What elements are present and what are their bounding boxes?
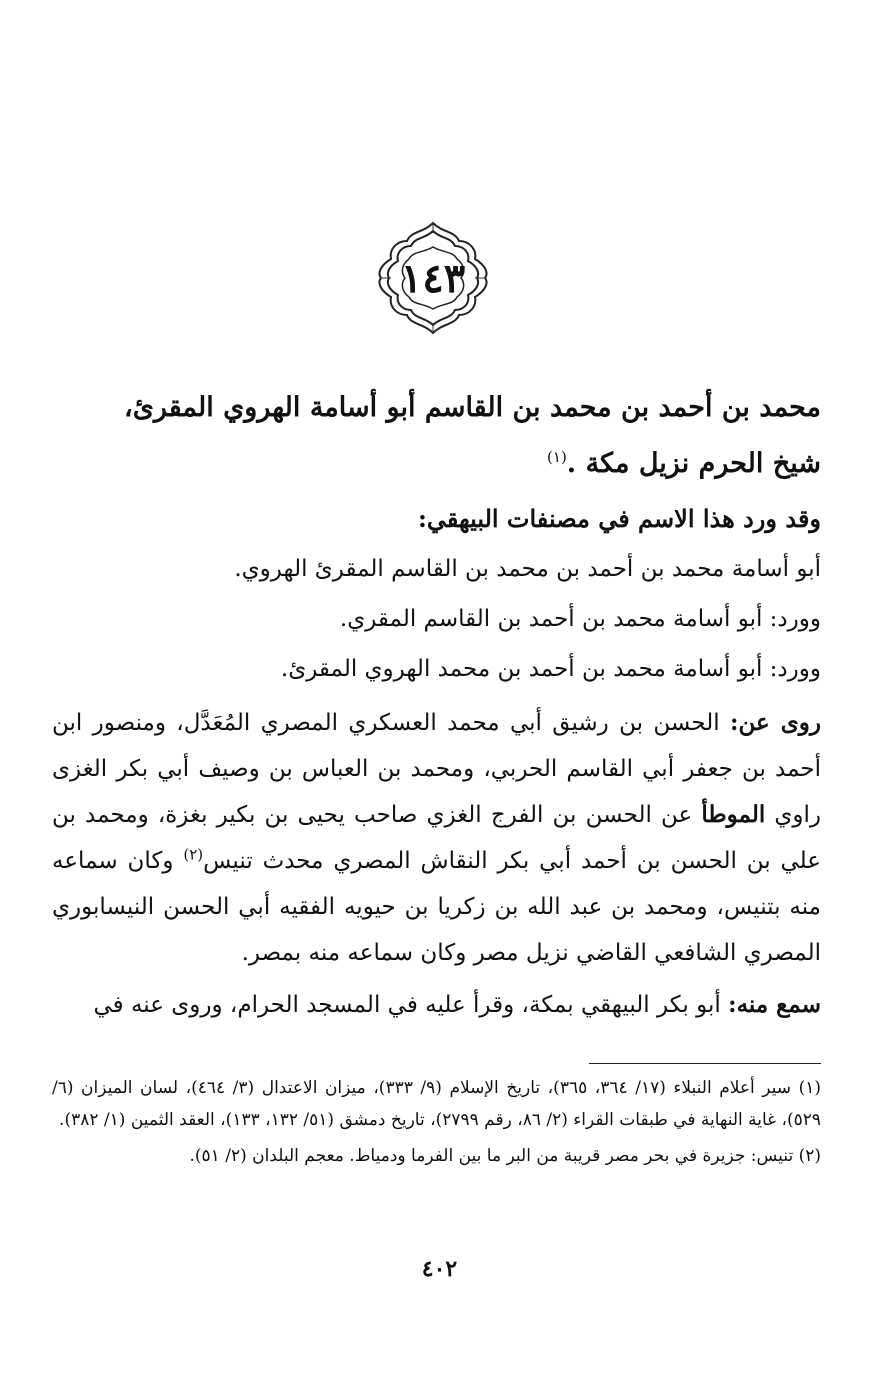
- name-variant-2: وورد: أبو أسامة محمد بن أحمد بن القاسم المقري.: [339, 606, 821, 632]
- name-variant-3: وورد: أبو أسامة محمد بن أحمد بن محمد الهروي المقرئ.: [280, 656, 821, 682]
- title-line-2: شيخ الحرم نزيل مكة .: [566, 448, 821, 479]
- narrated-from-text-2: عن الحسن بن الفرج الغزي صاحب يحيى بن بكير بغزة، ومحمد بن علي بن الحسن بن أحمد أبي بكر النقاش المصري محدث تنيس: [52, 802, 821, 874]
- footnote-2: (٢) تنيس: جزيرة في بحر مصر قريبة من البر ما بين الفرما ودمياط. معجم البلدان (٢/ ٥١).: [189, 1146, 821, 1166]
- heard-from-him-label: سمع منه:: [728, 991, 821, 1018]
- page-number: ٤٠٢: [421, 1256, 458, 1282]
- biography-text: [52, 380, 821, 1028]
- narrated-from-paragraph: [52, 700, 821, 976]
- title-line-1: محمد بن أحمد بن محمد بن القاسم أبو أسامة الهروي المقرئ،: [124, 392, 821, 423]
- footnote-1: (١) سير أعلام النبلاء (١٧/ ٣٦٤، ٣٦٥)، تاريخ الإسلام (٩/ ٣٣٣)، ميزان الاعتدال (٣/ ٤٦٤)، لسان الميزان (٦/ ٥٢٩)، غاية النهاية في طبقات القراء (٢/ ٨٦، رقم ٢٧٩٩)، تاريخ دمشق (٥١/ ١٣٢، ١٣٣)، العقد الثمين (١/ ٣٨٢).: [52, 1078, 822, 1130]
- narrated-from-text-3: وكان سماعه منه بتنيس، ومحمد بن عبد الله بن زكريا بن حيويه الفقيه أبي الحسن النيسابوري المصري الشافعي القاضي نزيل مصر وكان سماعه منه بمصر.: [52, 848, 821, 966]
- footnote-ref-1[interactable]: (١): [547, 448, 567, 466]
- heard-from-him-paragraph: [52, 982, 821, 1028]
- footnotes: [52, 1072, 821, 1176]
- footnote-ref-2[interactable]: (٢): [183, 845, 204, 864]
- name-variant-1: أبو أسامة محمد بن أحمد بن محمد بن القاسم المقرئ الهروي.: [234, 556, 821, 582]
- narrated-from-label: روى عن:: [730, 709, 821, 736]
- entry-title: [52, 380, 821, 492]
- entry-number: ١٤٣: [400, 254, 466, 302]
- names-heading: وقد ورد هذا الاسم في مصنفات البيهقي:: [418, 504, 821, 533]
- footnote-divider: [589, 1063, 821, 1064]
- muwatta-title: الموطأ: [701, 801, 766, 828]
- narrated-from-text-1: الحسن بن رشيق أبي محمد العسكري المصري المُعَدَّل، ومنصور ابن أحمد بن جعفر أبي القاسم الحربي، ومحمد بن العباس بن وصيف أبي بكر الغزى راوي: [52, 710, 821, 828]
- heard-from-him-text: أبو بكر البيهقي بمكة، وقرأ عليه في المسجد الحرام، وروى عنه في: [93, 992, 729, 1018]
